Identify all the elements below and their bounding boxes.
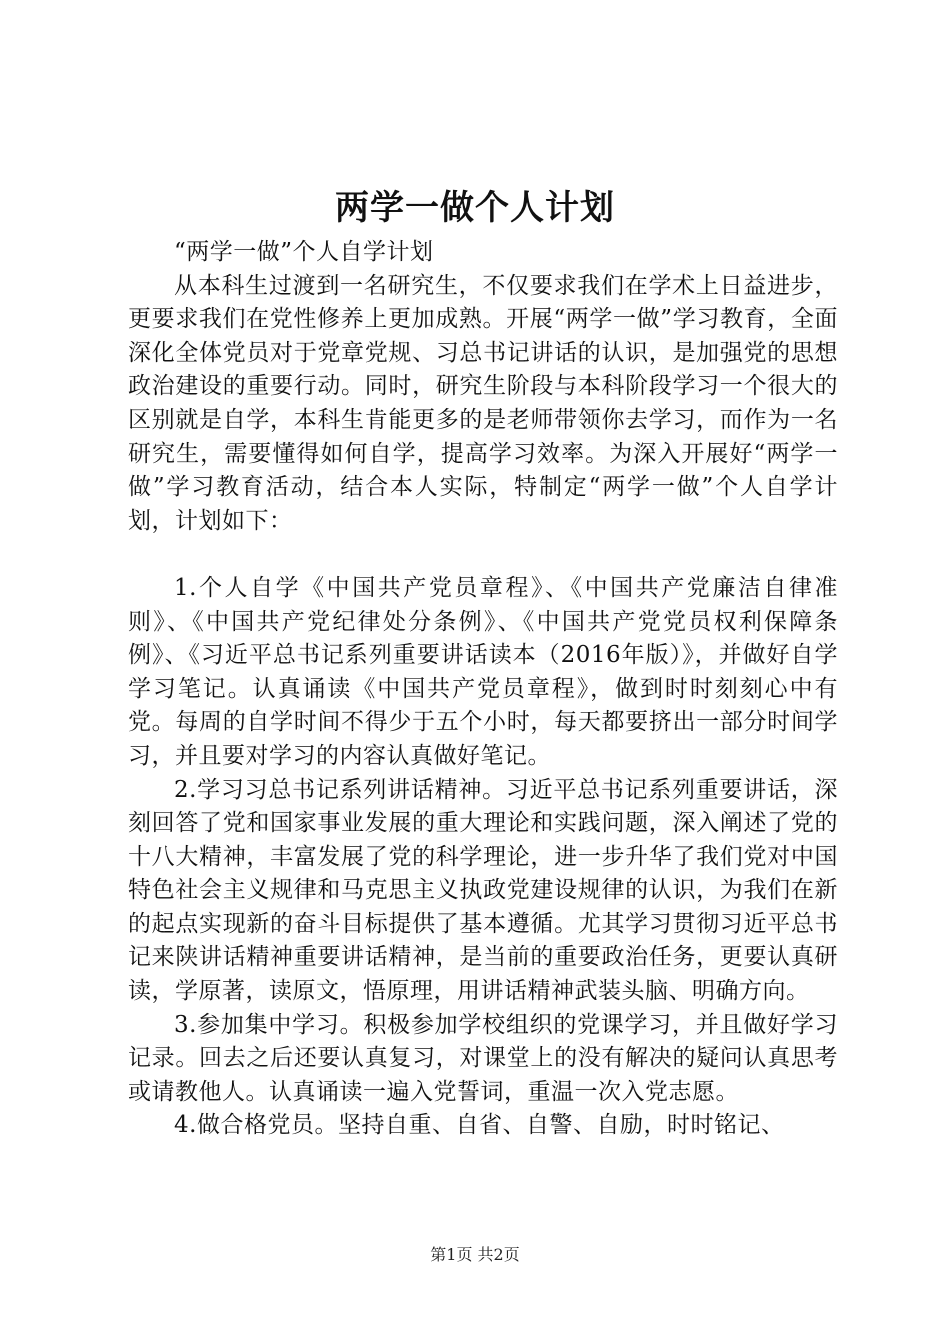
plan-item-1: 1.个人自学《中国共产党员章程》、《中国共产党廉洁自律准则》、《中国共产党纪律处分条例》、《中国共产党党员权利保障条例》、《习近平总书记系列重要讲话读本（2016年版）》，并做好自学学习笔记。认真诵读《中国共产党员章程》，做到时时刻刻心中有党。每周的自学时间不得少于五个小时，每天都要挤出一部分时间学习，并且要对学习的内容认真做好笔记。 [128, 574, 838, 769]
plan-item-4: 4.做合格党员。坚持自重、自省、自警、自励，时时铭记、 [174, 1112, 785, 1139]
intro-paragraph: 从本科生过渡到一名研究生，不仅要求我们在学术上日益进步，更要求我们在党性修养上更加成熟。开展“两学一做”学习教育，全面深化全体党员对于党章党规、习总书记讲话的认识，是加强党的思想政治建设的重要行动。同时，研究生阶段与本科阶段学习一个很大的区别就是自学，本科生肯能更多的是老师带领你去学习，而作为一名研究生，需要懂得如何自学，提高学习效率。为深入开展好“两学一做”学习教育活动，结合本人实际，特制定“两学一做”个人自学计划，计划如下： [128, 272, 838, 534]
document-title: 两学一做个人计划 [335, 188, 615, 228]
paragraph-spacer [128, 538, 838, 572]
plan-item-3: 3.参加集中学习。积极参加学校组织的党课学习，并且做好学习记录。回去之后还要认真复习，对课堂上的没有解决的疑问认真思考或请教他人。认真诵读一遍入党誓词，重温一次入党志愿。 [128, 1011, 838, 1105]
page-footer: 第1页 共2页 [430, 1245, 520, 1264]
document-body [128, 236, 838, 1143]
plan-item-2: 2.学习习总书记系列讲话精神。习近平总书记系列重要讲话，深刻回答了党和国家事业发展的重大理论和实践问题，深入阐述了党的十八大精神，丰富发展了党的科学理论，进一步升华了我们党对中国特色社会主义规律和马克思主义执政党建设规律的认识，为我们在新的起点实现新的奋斗目标提供了基本遵循。尤其学习贯彻习近平总书记来陕讲话精神重要讲话精神，是当前的重要政治任务，更要认真研读，学原著，读原文，悟原理，用讲话精神武装头脑、明确方向。 [128, 776, 838, 1005]
document-subtitle: “两学一做”个人自学计划 [174, 239, 434, 265]
